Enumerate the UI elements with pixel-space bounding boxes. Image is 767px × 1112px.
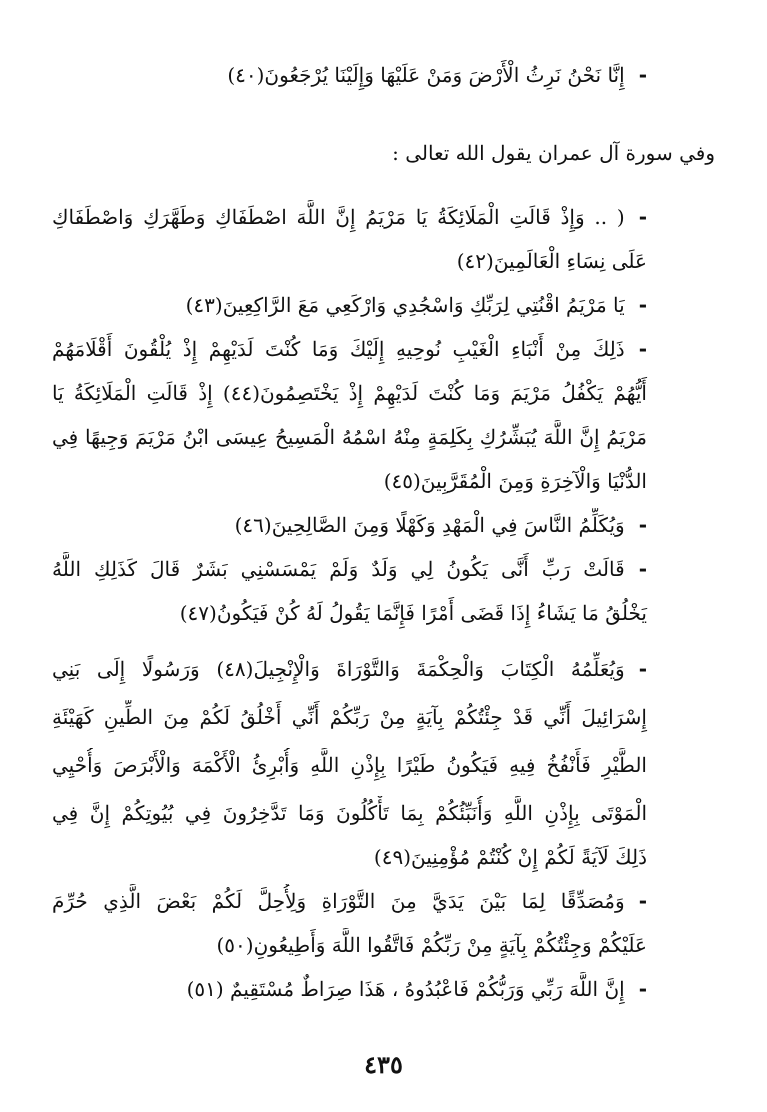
verse-line: [0, 508, 767, 542]
verse-text: إِنَّ اللَّهَ رَبِّي وَرَبُّكُمْ فَاعْبُدُوهُ ، هَذَا صِرَاطٌ مُسْتَقِيمٌ (٥١): [186, 977, 625, 1001]
verse-line: [0, 58, 767, 92]
verse-text: وَيُعَلِّمُهُ الْكِتَابَ وَالْحِكْمَةَ وَالتَّوْرَاةَ وَالْإِنْجِيلَ(٤٨) وَرَسُولًا إِلَى بَنِي: [52, 657, 625, 681]
verse-text: ذَلِكَ لَآيَةً لَكُمْ إِنْ كُنْتُمْ مُؤْمِنِينَ(٤٩): [373, 845, 647, 869]
verse-text: الطَّيْرِ فَأَنْفُخُ فِيهِ فَيَكُونُ طَيْرًا بِإِذْنِ اللَّهِ وَأُبْرِئُ الْأَكْمَهَ وَالْأَبْرَصَ وَأُحْيِي: [52, 753, 647, 777]
bullet-dash: -: [638, 557, 647, 581]
verse-text: يَا مَرْيَمُ اقْنُتِي لِرَبِّكِ وَاسْجُدِي وَارْكَعِي مَعَ الرَّاكِعِينَ(٤٣): [185, 293, 625, 317]
bullet-dash: -: [638, 337, 647, 361]
verse-text: مَرْيَمُ إِنَّ اللَّهَ يُبَشِّرُكِ بِكَلِمَةٍ مِنْهُ اسْمُهُ الْمَسِيحُ عِيسَى ابْنُ مَرْيَمَ وَجِيهًا فِي: [52, 425, 647, 449]
verse-text: إِنَّا نَحْنُ نَرِثُ الْأَرْضَ وَمَنْ عَلَيْهَا وَإِلَيْنَا يُرْجَعُونَ(٤٠): [227, 63, 625, 87]
bullet-dash: -: [638, 977, 647, 1001]
verse-continuation: [0, 928, 767, 962]
bullet-dash: -: [638, 205, 647, 229]
verse-text: وَيُكَلِّمُ النَّاسَ فِي الْمَهْدِ وَكَهْلًا وَمِنَ الصَّالِحِينَ(٤٦): [234, 513, 625, 537]
bullet-dash: -: [638, 293, 647, 317]
intro-text: وفي سورة آل عمران يقول الله تعالى :: [392, 141, 715, 165]
verse-text: الْمَوْتَى بِإِذْنِ اللَّهِ وَأُنَبِّئُكُمْ بِمَا تَأْكُلُونَ وَمَا تَدَّخِرُونَ فِي بُيُوتِكُمْ إِنَّ فِي: [52, 801, 647, 825]
verse-line: [0, 552, 767, 586]
verse-line: [0, 884, 767, 918]
bullet-dash: -: [638, 657, 647, 681]
verse-text: ذَلِكَ مِنْ أَنْبَاءِ الْغَيْبِ نُوحِيهِ إِلَيْكَ وَمَا كُنْتَ لَدَيْهِمْ إِذْ يُلْقُونَ أَقْلَامَهُمْ: [52, 337, 625, 361]
verse-text: قَالَتْ رَبِّ أَنَّى يَكُونُ لِي وَلَدٌ وَلَمْ يَمْسَسْنِي بَشَرٌ قَالَ كَذَلِكِ اللَّهُ: [52, 557, 625, 581]
verse-continuation: [0, 244, 767, 278]
verse-continuation: [0, 796, 767, 830]
verse-continuation: [0, 420, 767, 454]
verse-continuation: [0, 464, 767, 498]
verse-line: [0, 972, 767, 1006]
bullet-dash: -: [638, 889, 647, 913]
verse-continuation: [0, 700, 767, 734]
verse-line: [0, 288, 767, 322]
verse-line: [0, 200, 767, 234]
verse-text: أَيُّهُمْ يَكْفُلُ مَرْيَمَ وَمَا كُنْتَ لَدَيْهِمْ إِذْ يَخْتَصِمُونَ(٤٤) إِذْ قَالَتِ الْمَلَائِكَةُ يَا: [52, 381, 647, 405]
verse-text: يَخْلُقُ مَا يَشَاءُ إِذَا قَضَى أَمْرًا فَإِنَّمَا يَقُولُ لَهُ كُنْ فَيَكُونُ(٤٧): [179, 601, 647, 625]
verse-continuation: [0, 840, 767, 874]
verse-text: الدُّنْيَا وَالْآخِرَةِ وَمِنَ الْمُقَرَّبِينَ(٤٥): [383, 469, 647, 493]
intro-paragraph: [0, 136, 767, 170]
verse-continuation: [0, 596, 767, 630]
verse-text: وَمُصَدِّقًا لِمَا بَيْنَ يَدَيَّ مِنَ التَّوْرَاةِ وَلِأُحِلَّ لَكُمْ بَعْضَ الَّذِي حُرِّمَ: [52, 889, 625, 913]
verse-continuation: [0, 376, 767, 410]
bullet-dash: -: [638, 63, 647, 87]
bullet-dash: -: [638, 513, 647, 537]
verse-text: عَلَى نِسَاءِ الْعَالَمِينَ(٤٢): [456, 249, 647, 273]
verse-text: عَلَيْكُمْ وَجِئْتُكُمْ بِآيَةٍ مِنْ رَبِّكُمْ فَاتَّقُوا اللَّهَ وَأَطِيعُونِ(٥٠): [216, 933, 647, 957]
verse-text: إِسْرَائِيلَ أَنِّي قَدْ جِئْتُكُمْ بِآيَةٍ مِنْ رَبِّكُمْ أَنِّي أَخْلُقُ لَكُمْ مِنَ الطِّينِ كَهَيْئَةِ: [52, 705, 647, 729]
verse-text: ( .. وَإِذْ قَالَتِ الْمَلَائِكَةُ يَا مَرْيَمُ إِنَّ اللَّهَ اصْطَفَاكِ وَطَهَّرَكِ وَاصْطَفَاكِ: [52, 205, 625, 229]
verse-line: [0, 652, 767, 686]
verse-line: [0, 332, 767, 366]
verse-continuation: [0, 748, 767, 782]
page-number: ٤٣٥: [364, 1050, 403, 1079]
